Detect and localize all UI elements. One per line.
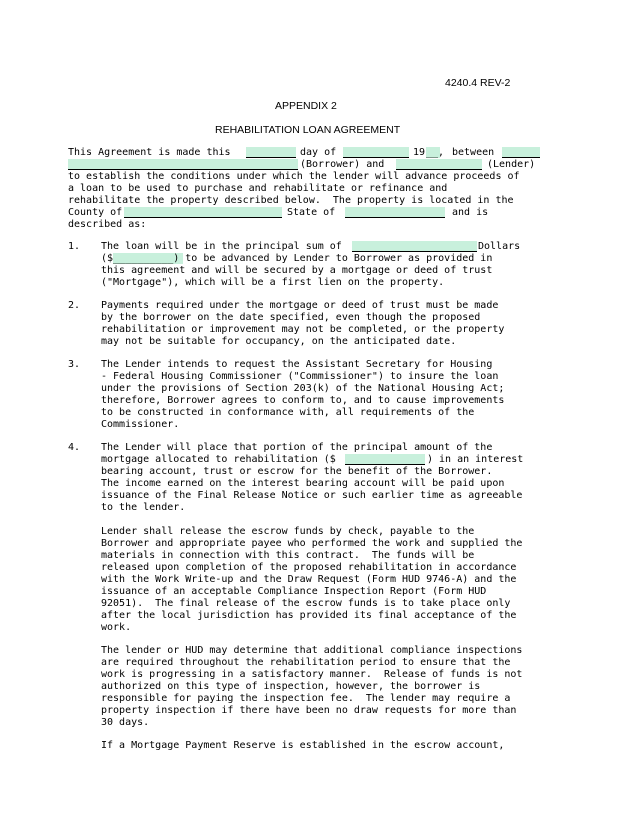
county-label: County of [68,207,123,218]
item-text: Commissioner. [101,419,180,430]
item-text: to be constructed in conformance with, all requirements of the [101,407,475,418]
item-text: The loan will be in the principal sum of [101,241,342,252]
paragraph-line: work. [101,622,132,633]
item-text: by the borrower on the date specified, even though the proposed [101,312,481,323]
intro-line: to establish the conditions under which the lender will advance proceeds of [68,171,520,182]
month-field[interactable] [343,147,409,158]
paragraph-line: If a Mortgage Payment Reserve is established in the escrow account, [101,740,505,751]
appendix-heading: APPENDIX 2 [275,100,337,112]
item-number: 4. [68,442,81,453]
item-number: 2. [68,300,81,311]
paragraph-line: with the Work Write-up and the Draw Request (Form HUD 9746-A) and the [101,574,517,585]
item-text: ($__________) to be advanced by Lender to Borrower as provided in [101,253,493,264]
paragraph-line: 30 days. [101,717,150,728]
item-text: rehabilitation or improvement may not be completed, or the property [101,324,505,335]
intro-line: rehabilitate the property described below. The property is located in the [68,195,514,206]
paragraph-line: property inspection if there have been no draw requests for more than [101,705,517,716]
state-label: State of [287,207,336,218]
item-text: The income earned on the interest bearing account will be paid upon [101,478,505,489]
item-text: The Lender will place that portion of the principal amount of the [101,442,493,453]
between-label: between [452,147,495,158]
county-field[interactable] [124,207,282,218]
lender-name-field[interactable] [396,159,482,170]
year-suffix: __, [426,147,445,158]
item-text: Payments required under the mortgage or deed of trust must be made [101,300,499,311]
item-text: ) in an interest [427,454,524,465]
item-text: - Federal Housing Commissioner ("Commissioner") to insure the loan [101,371,499,382]
paragraph-line: after the local jurisdiction has provided its final acceptance of the [101,610,517,621]
paragraph-line: responsible for paying the inspection fee. The lender may require a [101,693,511,704]
dollars-label: Dollars [478,241,521,252]
paragraph-line: work is progressing in a satisfactory manner. Release of funds is not [101,669,523,680]
paragraph-line: issuance of an acceptable Compliance Inspection Report (Form HUD [101,586,487,597]
intro-line: a loan to be used to purchase and rehabilitate or refinance and [68,183,448,194]
item-number: 1. [68,241,81,252]
described-as-label: described as: [68,219,147,230]
principal-sum-words-field[interactable] [352,241,477,252]
paragraph-line: The lender or HUD may determine that additional compliance inspections [101,645,523,656]
borrower-name-field-start[interactable] [502,147,540,158]
paragraph-line: Borrower and appropriate payee who performed the work and supplied the [101,538,523,549]
intro-text: This Agreement is made this [68,147,231,158]
paragraph-line: Lender shall release the escrow funds by check, payable to the [101,526,475,537]
item-text: bearing account, trust or escrow for the benefit of the Borrower. [101,466,493,477]
day-of-label: day of [300,147,337,158]
paragraph-line: 92051). The final release of the escrow funds is to take place only [101,598,511,609]
item-text: may not be suitable for occupancy, on the anticipated date. [101,336,457,347]
item-number: 3. [68,359,81,370]
state-field[interactable] [345,207,445,218]
form-number: 4240.4 REV-2 [445,77,511,89]
year-prefix: 19 [413,147,426,158]
rehab-amount-field[interactable] [345,454,425,465]
item-text: this agreement and will be secured by a mortgage or deed of trust [101,265,493,276]
borrower-label: (Borrower) and [300,159,385,170]
borrower-name-field[interactable] [68,159,298,170]
paragraph-line: are required throughout the rehabilitation period to ensure that the [101,657,511,668]
paragraph-line: released upon completion of the proposed rehabilitation in accordance [101,562,517,573]
day-field[interactable] [246,147,296,158]
item-text: The Lender intends to request the Assistant Secretary for Housing [101,359,493,370]
item-text: under the provisions of Section 203(k) of the National Housing Act; [101,383,505,394]
paragraph-line: authorized on this type of inspection, however, the borrower is [101,681,481,692]
item-text: to the lender. [101,502,186,513]
lender-label: (Lender) [487,159,536,170]
item-text: issuance of the Final Release Notice or such earlier time as agreeable [101,490,523,501]
item-text: mortgage allocated to rehabilitation ($ [101,454,336,465]
item-text: therefore, Borrower agrees to conform to, and to cause improvements [101,395,505,406]
paragraph-line: materials in connection with this contract. The funds will be [101,550,475,561]
item-text: ("Mortgage"), which will be a first lien on the property. [101,277,445,288]
and-is-label: and is [452,207,489,218]
document-title: REHABILITATION LOAN AGREEMENT [215,124,401,136]
